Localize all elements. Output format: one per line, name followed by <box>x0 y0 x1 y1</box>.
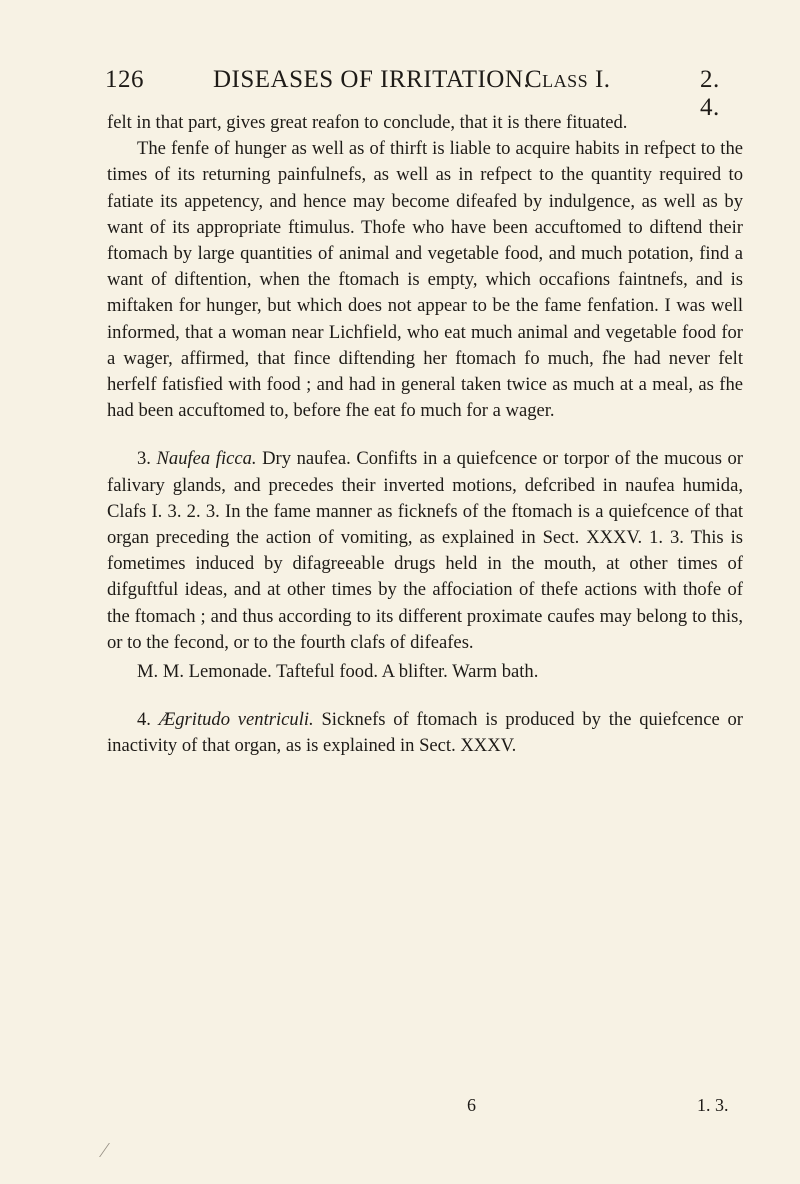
running-title: DISEASES OF IRRITATION. <box>213 66 531 93</box>
page-footer <box>105 1095 745 1121</box>
section-number: 2. 4. <box>700 66 720 121</box>
entry-text: Sicknefs of ftomach is produced by the quiefcence or inactivity of that organ, as is explained in Sect. XXXV. <box>107 709 743 757</box>
catchword: 1. 3. <box>697 1095 729 1115</box>
entry-number: 3. <box>137 448 157 470</box>
paragraph-text: felt in that part, gives great reafon to conclude, that it is there fituated. <box>107 112 628 133</box>
paragraph-continuation <box>107 110 743 136</box>
entry-term: Ægritudo ventriculi. <box>158 709 322 731</box>
page-number: 126 <box>105 66 144 93</box>
signature-mark: 6 <box>467 1095 476 1115</box>
paragraph-hunger <box>107 136 743 424</box>
entry-term: Naufea ficca. <box>156 448 263 470</box>
entry-aegritudo-ventriculi <box>107 707 743 759</box>
paragraph-text: The fenfe of hunger as well as of thirft is liable to acquire habits in refpect to the times of its returning painfulnefs, as well as in refpect to the quantity required to fatiate its appetency, and hence may become difeafed by indulgence, as well as by want of its appropriate ftimulus. Thofe who have been accuftomed to diftend their ftomach by large quantities of animal and vegetable food, and much potation, find a want of diftention, when the ftomach is empty, which occafions faintnefs, and is miftaken for hunger, but which does not appear to be the fame fenfation. I was well informed, that a woman near Lichfield, who eat much animal and vegetable food for a wager, affirmed, that fince diftending her ftomach fo much, fhe had never felt herfelf fatisfied with food ; and had in general taken twice as much at a meal, as fhe had been accuftomed to, before fhe eat fo much for a wager. <box>107 138 743 422</box>
class-label: Class I. <box>525 66 611 93</box>
entry-text: Dry naufea. Confifts in a quiefcence or torpor of the mucous or falivary glands, and precedes their inverted motions, defcribed in naufea humida, Clafs I. 3. 2. 3. In the fame manner as ficknefs of the ftomach is a quiefcence of that organ preceding the action of vomiting, as explained in Sect. XXXV. 1. 3. This is fometimes induced by difagreeable drugs held in the mouth, at other times of difguftful ideas, and at other times by the affociation of thefe actions with thofe of the ftomach ; and thus according to its different proximate caufes may belong to this, or to the fecond, or to the fourth clafs of difeafes. <box>107 448 743 653</box>
running-header <box>105 66 745 121</box>
paragraph-text: M. M. Lemonade. Tafteful food. A blifter. Warm bath. <box>137 661 539 683</box>
body-text <box>107 110 743 760</box>
entry-number: 4. <box>137 709 159 731</box>
stray-pen-mark <box>99 1143 120 1157</box>
paragraph-materia-medica <box>107 659 743 685</box>
entry-naufea-ficca <box>107 446 743 656</box>
